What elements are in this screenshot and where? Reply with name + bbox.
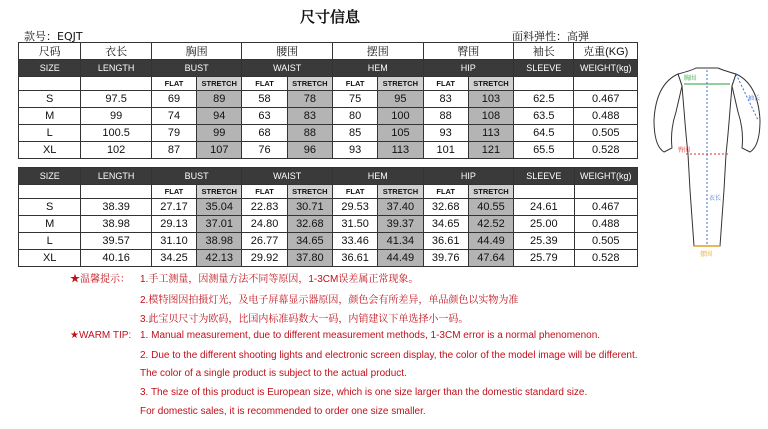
- stretch-label: STRETCH: [468, 185, 513, 199]
- table-cell: 27.17: [151, 199, 196, 216]
- table-cell: 34.65: [287, 233, 332, 250]
- flat-label: FLAT: [423, 77, 468, 91]
- table-cell: 89: [197, 91, 242, 108]
- size-label: M: [19, 216, 81, 233]
- stretch-label: STRETCH: [378, 185, 423, 199]
- tip-en-5: For domestic sales, it is recommended to order one size smaller.: [140, 406, 426, 417]
- table-cell: 25.00: [514, 216, 574, 233]
- table-cell: 74: [151, 108, 196, 125]
- table-cell: 37.01: [197, 216, 242, 233]
- stretch-label: STRETCH: [287, 77, 332, 91]
- table-cell: 40.55: [468, 199, 513, 216]
- table-cell: 97.5: [81, 91, 151, 108]
- table-cell: 38.39: [81, 199, 151, 216]
- table-cell: 31.50: [332, 216, 377, 233]
- tip-zh-2: 2.模特图因拍摄灯光，及电子屏幕显示器原因，颜色会有所差异，单品颜色以实物为准: [140, 295, 519, 306]
- table-cell: 44.49: [378, 250, 423, 267]
- flat-label: FLAT: [332, 77, 377, 91]
- table-cell: 32.68: [423, 199, 468, 216]
- header-waist: WAIST: [242, 60, 333, 77]
- table-cell: 0.528: [574, 142, 638, 159]
- header-waist-zh: 腰围: [242, 43, 333, 60]
- table-cell: 34.65: [423, 216, 468, 233]
- table-cell: 69: [151, 91, 196, 108]
- table-cell: 35.04: [197, 199, 242, 216]
- table-cell: 30.71: [287, 199, 332, 216]
- table-cell: 63.5: [514, 108, 574, 125]
- table-cell: 31.10: [151, 233, 196, 250]
- flat-label: FLAT: [242, 185, 287, 199]
- size-table-cm: [18, 42, 638, 159]
- table-cell: 32.68: [287, 216, 332, 233]
- table-row: [19, 250, 638, 267]
- tip-zh-1: 1.手工测量，因测量方法不同等原因，1-3CM误差属正常现象。: [140, 274, 419, 285]
- fabric-elasticity: 面料弹性：高弹: [512, 30, 589, 43]
- header-length-zh: 衣长: [81, 43, 151, 60]
- table-cell: 25.39: [514, 233, 574, 250]
- table-cell: 0.467: [574, 91, 638, 108]
- table-cell: 0.528: [574, 250, 638, 267]
- table-cell: 29.13: [151, 216, 196, 233]
- table-cell: 121: [468, 142, 513, 159]
- table-cell: 39.37: [378, 216, 423, 233]
- table-cell: 96: [287, 142, 332, 159]
- page-title: 尺寸信息: [299, 8, 360, 26]
- table-cell: 25.79: [514, 250, 574, 267]
- bust-label: 胸围: [684, 75, 697, 82]
- left-sleeve-outline: [654, 74, 682, 152]
- stretch-label: STRETCH: [197, 185, 242, 199]
- header-hip-zh: 臀围: [423, 43, 514, 60]
- table-cell: 38.98: [197, 233, 242, 250]
- table-cell: 79: [151, 125, 196, 142]
- table-cell: 102: [81, 142, 151, 159]
- header-size: SIZE: [19, 60, 81, 77]
- table-cell: 93: [423, 125, 468, 142]
- style-number: 款号：EQJT: [24, 30, 83, 43]
- flat-label: FLAT: [423, 185, 468, 199]
- table-cell: 108: [468, 108, 513, 125]
- table-cell: 0.505: [574, 125, 638, 142]
- table-cell: 36.61: [423, 233, 468, 250]
- header-length: LENGTH: [81, 168, 151, 185]
- tip-label-zh: ★温馨提示：: [70, 274, 130, 285]
- tip-label-en: ★WARM TIP:: [70, 330, 132, 341]
- stretch-label: STRETCH: [468, 77, 513, 91]
- table-row: [19, 108, 638, 125]
- tip-zh-3: 3.此宝贝尺寸为欧码，比国内标准码数大一码，内销建议下单选择小一码。: [140, 314, 469, 325]
- table-cell: 75: [332, 91, 377, 108]
- table-cell: 47.64: [468, 250, 513, 267]
- table-cell: 37.40: [378, 199, 423, 216]
- table-row: [19, 91, 638, 108]
- flat-label: FLAT: [151, 77, 196, 91]
- table-row: [19, 216, 638, 233]
- tip-en-3: The color of a single product is subject to the actual product.: [140, 368, 407, 379]
- size-label: L: [19, 233, 81, 250]
- table-cell: 64.5: [514, 125, 574, 142]
- header-sleeve: SLEEVE: [514, 60, 574, 77]
- table-cell: 44.49: [468, 233, 513, 250]
- header-hip: HIP: [423, 60, 514, 77]
- header-weight-zh: 克重(KG): [574, 43, 638, 60]
- table-cell: 62.5: [514, 91, 574, 108]
- table-cell: 24.61: [514, 199, 574, 216]
- table-cell: 0.505: [574, 233, 638, 250]
- table-cell: 94: [197, 108, 242, 125]
- size-label: S: [19, 199, 81, 216]
- header-length: LENGTH: [81, 60, 151, 77]
- header-sleeve: SLEEVE: [514, 168, 574, 185]
- table-cell: 33.46: [332, 233, 377, 250]
- size-label: M: [19, 108, 81, 125]
- flat-label: FLAT: [151, 185, 196, 199]
- table-cell: 99: [81, 108, 151, 125]
- table-cell: 87: [151, 142, 196, 159]
- table-cell: 93: [332, 142, 377, 159]
- table-cell: 24.80: [242, 216, 287, 233]
- header-sleeve-zh: 袖长: [514, 43, 574, 60]
- header-hem: HEM: [332, 60, 423, 77]
- garment-measurement-diagram: [648, 50, 766, 270]
- size-label: L: [19, 125, 81, 142]
- hip-label: 臀围: [678, 147, 691, 154]
- table-row: [19, 233, 638, 250]
- table-row: [19, 125, 638, 142]
- table-cell: 113: [378, 142, 423, 159]
- size-label: XL: [19, 142, 81, 159]
- table-cell: 42.52: [468, 216, 513, 233]
- table-cell: 36.61: [332, 250, 377, 267]
- table-cell: 38.98: [81, 216, 151, 233]
- table-cell: 0.467: [574, 199, 638, 216]
- table-cell: 29.92: [242, 250, 287, 267]
- header-waist: WAIST: [242, 168, 333, 185]
- right-sleeve-outline: [732, 74, 760, 152]
- table-cell: 100: [378, 108, 423, 125]
- table-cell: 42.13: [197, 250, 242, 267]
- table-cell: 107: [197, 142, 242, 159]
- table-cell: 83: [423, 91, 468, 108]
- table-cell: 26.77: [242, 233, 287, 250]
- table-cell: 85: [332, 125, 377, 142]
- table-cell: 103: [468, 91, 513, 108]
- table-cell: 68: [242, 125, 287, 142]
- table-cell: 105: [378, 125, 423, 142]
- flat-label: FLAT: [242, 77, 287, 91]
- table-cell: 113: [468, 125, 513, 142]
- table-cell: 100.5: [81, 125, 151, 142]
- header-hem-zh: 摆围: [332, 43, 423, 60]
- header-bust: BUST: [151, 168, 242, 185]
- table-cell: 37.80: [287, 250, 332, 267]
- length-label: 衣长: [709, 195, 722, 202]
- table-cell: 76: [242, 142, 287, 159]
- header-hem: HEM: [332, 168, 423, 185]
- table-cell: 34.25: [151, 250, 196, 267]
- table-row: [19, 199, 638, 216]
- table-cell: 40.16: [81, 250, 151, 267]
- header-size: SIZE: [19, 168, 81, 185]
- table-cell: 88: [287, 125, 332, 142]
- header-bust-zh: 胸围: [151, 43, 242, 60]
- table-cell: 39.57: [81, 233, 151, 250]
- size-label: XL: [19, 250, 81, 267]
- flat-stretch-row: [19, 77, 638, 91]
- header-weight: WEIGHT(kg): [574, 168, 638, 185]
- header-size-zh: 尺码: [19, 43, 81, 60]
- size-label: S: [19, 91, 81, 108]
- table-cell: 101: [423, 142, 468, 159]
- table-cell: 58: [242, 91, 287, 108]
- table-cell: 0.488: [574, 108, 638, 125]
- tip-en-2: 2. Due to the different shooting lights and electronic screen display, the color of the model image will be different.: [140, 350, 638, 361]
- stretch-label: STRETCH: [378, 77, 423, 91]
- table-cell: 78: [287, 91, 332, 108]
- table-cell: 41.34: [378, 233, 423, 250]
- stretch-label: STRETCH: [287, 185, 332, 199]
- table-cell: 0.488: [574, 216, 638, 233]
- header-bust: BUST: [151, 60, 242, 77]
- table-cell: 39.76: [423, 250, 468, 267]
- tip-en-4: 3. The size of this product is European size, which is one size larger than the domestic standard size.: [140, 387, 588, 398]
- table-cell: 95: [378, 91, 423, 108]
- table-cell: 83: [287, 108, 332, 125]
- sleeve-label: 袖长: [748, 95, 761, 102]
- tip-en-1: 1. Manual measurement, due to different measurement methods, 1-3CM error is a normal phenomenon.: [140, 330, 601, 341]
- table-cell: 65.5: [514, 142, 574, 159]
- table-row: [19, 142, 638, 159]
- header-weight: WEIGHT(kg): [574, 60, 638, 77]
- size-table-inch: [18, 167, 638, 267]
- stretch-label: STRETCH: [197, 77, 242, 91]
- table-cell: 99: [197, 125, 242, 142]
- table-cell: 80: [332, 108, 377, 125]
- table-cell: 29.53: [332, 199, 377, 216]
- table-cell: 88: [423, 108, 468, 125]
- header-hip: HIP: [423, 168, 514, 185]
- hem-label: 摆围: [700, 251, 713, 258]
- table-cell: 22.83: [242, 199, 287, 216]
- flat-stretch-row: [19, 185, 638, 199]
- table-cell: 63: [242, 108, 287, 125]
- flat-label: FLAT: [332, 185, 377, 199]
